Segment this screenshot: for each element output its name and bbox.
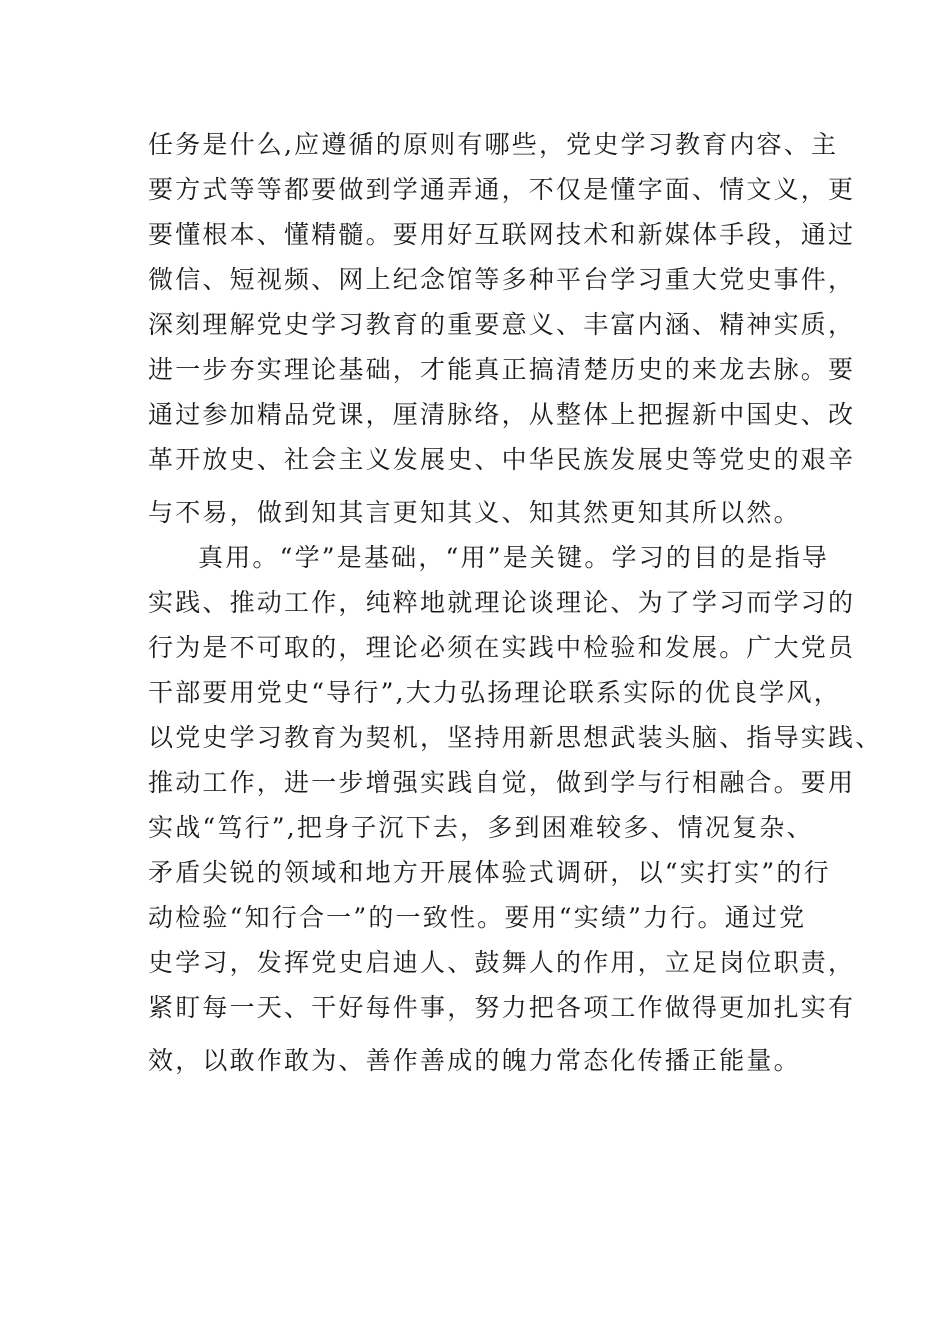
text-line: 干部要用党史“导行”,大力弘扬理论联系实际的优良学风， xyxy=(148,678,841,707)
text-line: 动检验“知行合一”的一致性。要用“实绩”力行。通过党 xyxy=(148,903,807,932)
text-line: 通过参加精品党课，厘清脉络，从整体上把握新中国史、改 xyxy=(148,400,856,429)
text-line: 以党史学习教育为契机，坚持用新思想武装头脑、指导实践、 xyxy=(148,723,883,752)
text-line: 实战“笃行”,把身子沉下去，多到困难较多、情况复杂、 xyxy=(148,813,814,842)
text-line: 矛盾尖锐的领域和地方开展体验式调研，以“实打实”的行 xyxy=(148,858,831,887)
text-line: 史学习，发挥党史启迪人、鼓舞人的作用，立足岗位职责， xyxy=(148,948,856,977)
text-line: 真用。“学”是基础，“用”是关键。学习的目的是指导 xyxy=(198,543,830,572)
text-line: 要懂根本、懂精髓。要用好互联网技术和新媒体手段，通过 xyxy=(148,220,856,249)
text-line: 要方式等等都要做到学通弄通，不仅是懂字面、情文义，更 xyxy=(148,175,856,204)
text-line: 实践、推动工作，纯粹地就理论谈理论、为了学习而学习的 xyxy=(148,588,856,617)
text-line: 紧盯每一天、干好每件事，努力把各项工作做得更加扎实有 xyxy=(148,993,856,1022)
text-line: 微信、短视频、网上纪念馆等多种平台学习重大党史事件， xyxy=(148,265,856,294)
text-line: 与不易，做到知其言更知其义、知其然更知其所以然。 xyxy=(148,498,801,527)
text-line: 任务是什么,应遵循的原则有哪些，党史学习教育内容、主 xyxy=(148,130,839,159)
text-line: 推动工作，进一步增强实践自觉，做到学与行相融合。要用 xyxy=(148,768,856,797)
text-line: 革开放史、社会主义发展史、中华民族发展史等党史的艰辛 xyxy=(148,445,856,474)
paragraph-1 xyxy=(148,122,856,535)
text-line: 进一步夯实理论基础，才能真正搞清楚历史的来龙去脉。要 xyxy=(148,355,856,384)
body-text xyxy=(148,122,883,1083)
text-line: 效，以敢作敢为、善作善成的魄力常态化传播正能量。 xyxy=(148,1046,801,1075)
text-line: 深刻理解党史学习教育的重要意义、丰富内涵、精神实质， xyxy=(148,310,856,339)
text-line: 行为是不可取的，理论必须在实践中检验和发展。广大党员 xyxy=(148,633,856,662)
paragraph-2 xyxy=(148,535,883,1083)
